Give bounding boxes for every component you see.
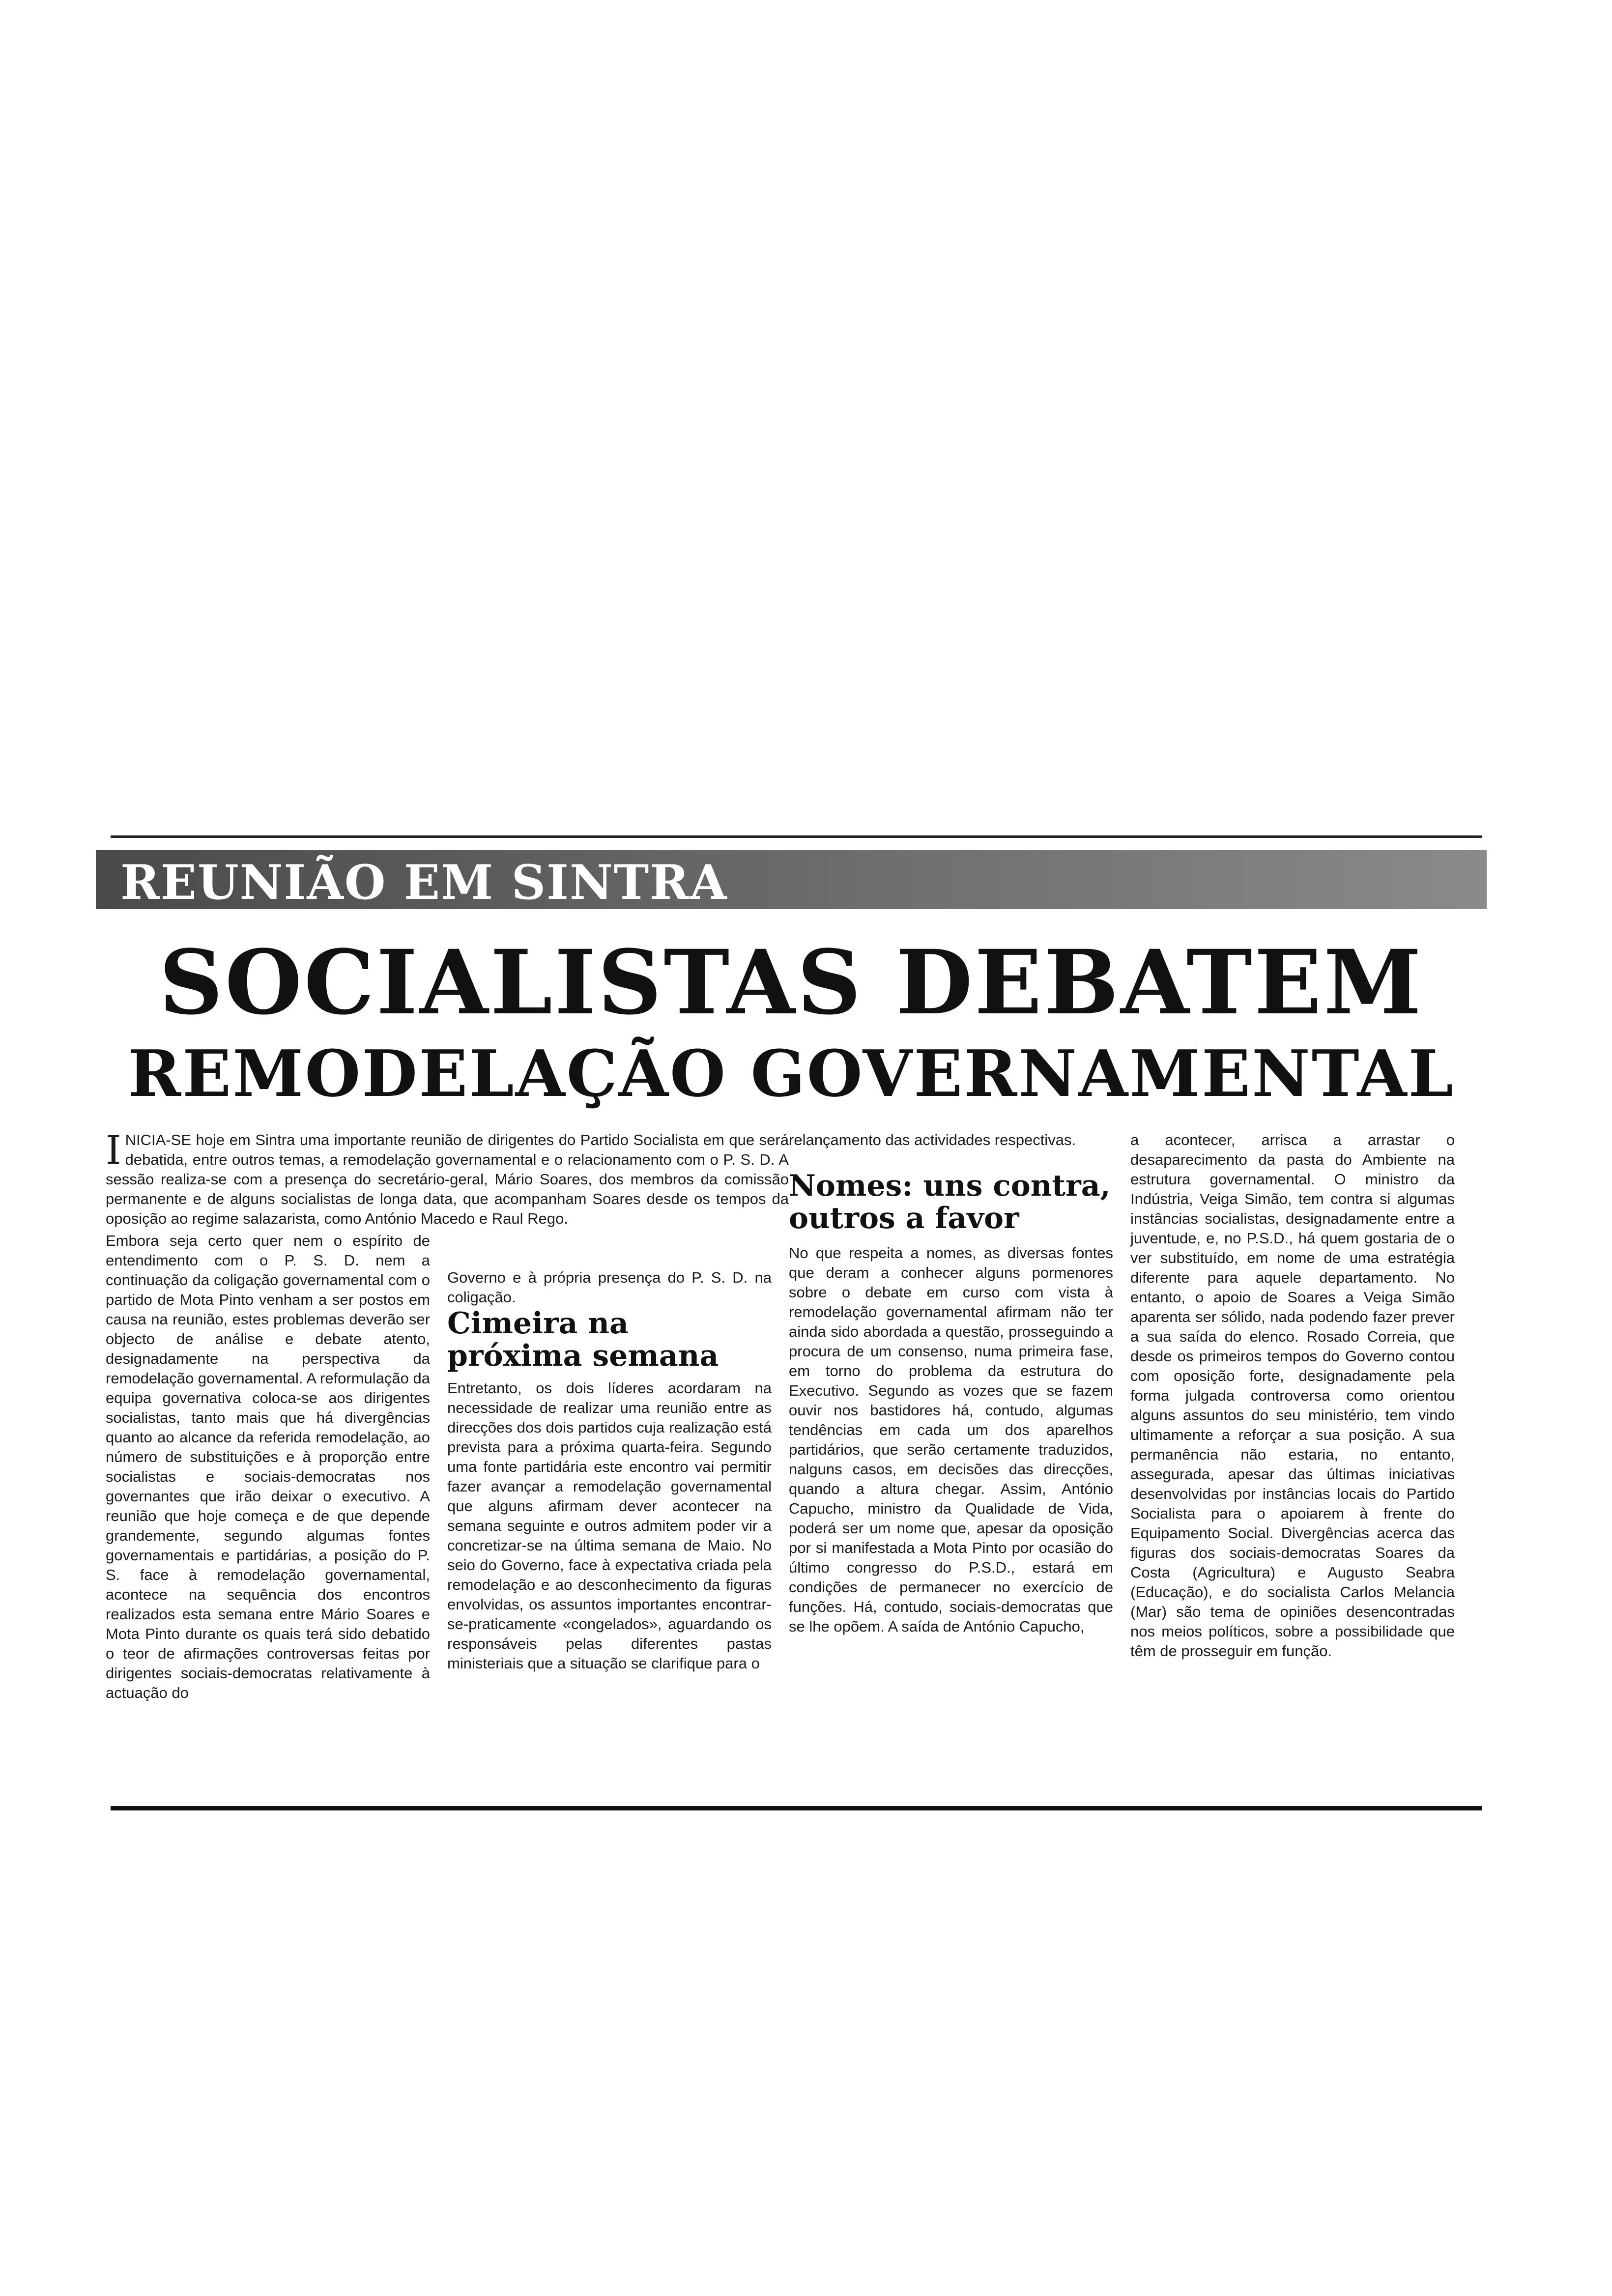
column-4-text: a acontecer, arrisca a arrastar o desaparecimento da pasta do Ambiente na estrutura governamental. O ministro da Indústria, Veiga Simão, tem contra si algumas instâncias socialistas, designadamente entre a juventude, e, no P.S.D., há quem gostaria de o ver substituído, em nome de uma estratégia diferente para aquele departamento. No entanto, o apoio de Soares a Veiga Simão aparenta ser sólido, nada podendo fazer prever a sua saída do elenco. Rosado Correia, que desde os primeiros tempos do Governo contou com oposição forte, designadamente pela forma julgada controversa como orientou alguns assuntos do seu ministério, tem vindo ultimamente a reforçar a sua posição. A sua permanência não estaria, no entanto, assegurada, apesar das últimas iniciativas desenvolvidas por instâncias locais do Partido Socialista para o apoiarem à frente do Equipamento Social. Divergências acerca das figuras dos sociais-democratas Soares da Costa (Agricultura) e Augusto Seabra (Educação), e do socialista Carlos Melancia (Mar) são tema de opiniões desencontradas nos meios políticos, sobre a possibilidade que têm de prosseguir em função. bbox=[1130, 1131, 1455, 1660]
column-2-top-text: Governo e à própria presença do P. S. D. na coligação. bbox=[447, 1269, 772, 1306]
newspaper-clipping bbox=[96, 835, 1487, 1813]
column-1-text: Embora seja certo quer nem o espírito de entendimento com o P. S. D. nem a continuação da coligação governamental com o partido de Mota Pinto venham a ser postos em causa na reunião, estes problemas deverão ser objecto de análise e debate atento, designadamente na perspectiva da remodelação governamental. A reformulação da equipa governativa coloca-se aos dirigentes socialistas, tanto mais que há divergências quanto ao alcance da referida remodelação, ao número de substituições e à proporção entre socialistas e sociais-democratas nos governantes que irão deixar o executivo. A reunião que hoje começa e de que depende grandemente, segundo algumas fontes governamentais e partidárias, a posição do P. S. face à remodelação governamental, acontece na sequência dos encontros realizados esta semana entre Mário Soares e Mota Pinto durante os quais terá sido debatido o teor de afirmações controversas feitas por dirigentes sociais-democratas relativamente à actuação do bbox=[106, 1232, 431, 1701]
subhead-nomes: Nomes: uns contra, outros a favor bbox=[789, 1169, 1111, 1235]
headline-line1: SOCIALISTAS DEBATEM bbox=[159, 931, 1424, 1034]
lead-text: NICIA-SE hoje em Sintra uma importante reunião de dirigentes do Partido Socialista em que será debatida, entre outros temas, a remodelação governamental e o relacionamento com o P. S. D. A sessão realiza-se com a presença do secretário-geral, Mário Soares, dos membros da comissão permanente e de alguns socialistas de longa data, que acompanham Soares desde os tempos da oposição ao regime salazarista, como António Macedo e Raul Rego. bbox=[106, 1131, 789, 1227]
column-3-top-text: relançamento das actividades respectivas. bbox=[789, 1131, 1076, 1148]
top-rule bbox=[111, 835, 1482, 838]
headline-line2: REMODELAÇÃO GOVERNAMENTAL bbox=[128, 1036, 1455, 1111]
subhead-cimeira: Cimeira na próxima semana bbox=[447, 1306, 719, 1373]
column-3-text: No que respeita a nomes, as diversas fontes que deram a conhecer alguns pormenores sobre o debate em curso com vista à remodelação governamental afirmam não ter ainda sido abordada a questão, prosseguindo a procura de um consenso, numa primeira fase, em torno do problema da estrutura do Executivo. Segundo as vozes que se fazem ouvir nos bastidores há, contudo, algumas tendências em cada um dos aparelhos partidários, que serão certamente traduzidos, nalguns casos, em decisões das direcções, quando a altura chegar. Assim, António Capucho, ministro da Qualidade de Vida, poderá ser um nome que, apesar da oposição por si manifestada a Mota Pinto por ocasião do último congresso do P.S.D., estará em condições de permanecer no exercício de funções. Há, contudo, sociais-democratas que se lhe opõem. A saída de António Capucho, bbox=[789, 1244, 1113, 1635]
lead-paragraph bbox=[106, 1127, 789, 1229]
bottom-rule bbox=[111, 1806, 1482, 1810]
drop-cap: I bbox=[106, 1127, 121, 1173]
kicker-band bbox=[96, 850, 1487, 909]
kicker: REUNIÃO EM SINTRA bbox=[120, 855, 728, 910]
column-2-text: Entretanto, os dois líderes acordaram na necessidade de realizar uma reunião entre as direcções dos dois partidos cuja realização está prevista para a próxima quarta-feira. Segundo uma fonte partidária este encontro vai permitir fazer avançar a remodelação governamental que alguns afirmam dever acontecer na semana seguinte e outros admitem poder vir a concretizar-se na última semana de Maio. No seio do Governo, face à expectativa criada pela remodelação e ao desconhecimento da figuras envolvidas, os assuntos importantes encontrar-se-praticamente «congelados», aguardando os responsáveis pelas diferentes pastas ministeriais que a situação se clarifique para o bbox=[447, 1379, 772, 1672]
